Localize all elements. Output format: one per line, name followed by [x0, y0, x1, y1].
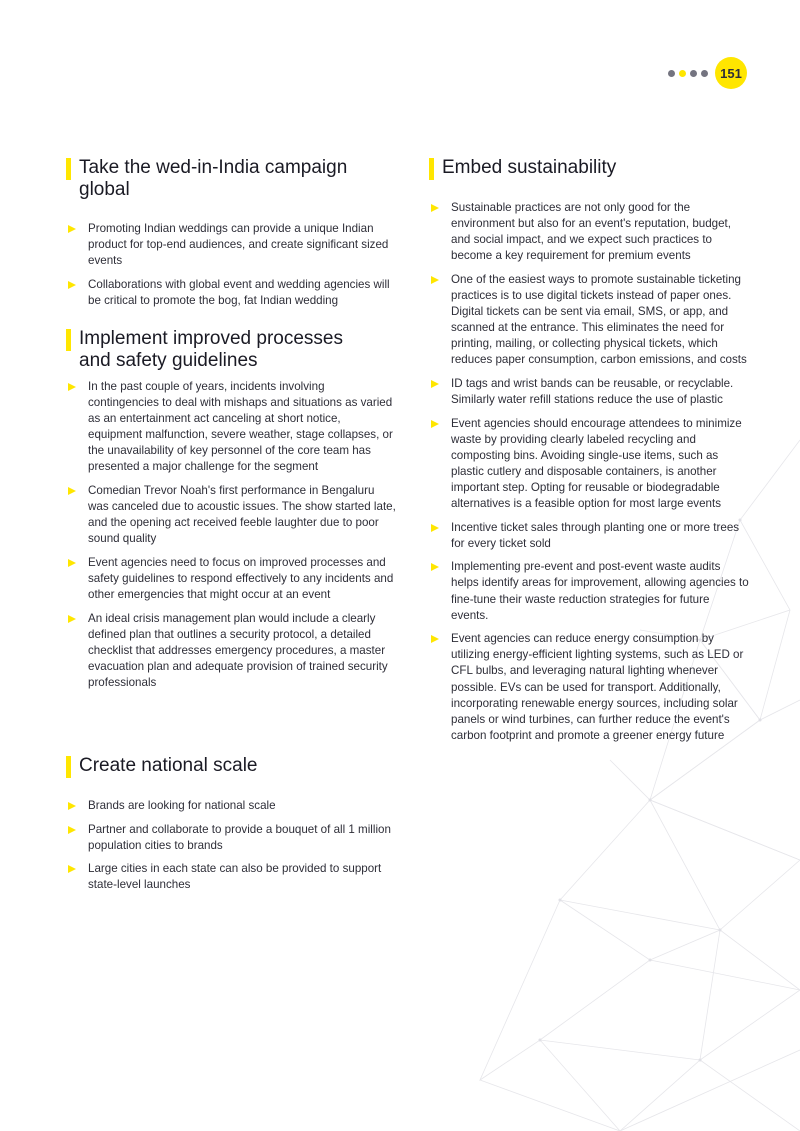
- bullet-arrow-icon: [431, 524, 439, 532]
- bullet-arrow-icon: [68, 487, 76, 495]
- list-item: Incentive ticket sales through planting one or more trees for every ticket sold: [429, 520, 749, 552]
- bullet-arrow-icon: [431, 563, 439, 571]
- bullet-arrow-icon: [431, 204, 439, 212]
- heading-accent-bar: [66, 158, 71, 180]
- list-item: Event agencies need to focus on improved processes and safety guidelines to respond effectively to any incidents and other emergencies that might occur at an event: [66, 555, 396, 603]
- bullet-arrow-icon: [68, 615, 76, 623]
- page-dot: [668, 70, 675, 77]
- page-number: 151: [715, 57, 747, 89]
- list-item: An ideal crisis management plan would include a clearly defined plan that outlines a security protocol, a detailed checklist that addresses emergency procedures, a master evacuation plan and adequate provision of trained security professionals: [66, 611, 396, 691]
- page-dot: [701, 70, 708, 77]
- bullet-arrow-icon: [68, 826, 76, 834]
- bullet-arrow-icon: [68, 865, 76, 873]
- section-heading: [429, 157, 749, 180]
- bullet-arrow-icon: [68, 383, 76, 391]
- list-item: Comedian Trevor Noah's first performance in Bengaluru was canceled due to acoustic issues. The show started late, and the opening act received feeble laughter due to poor sound quality: [66, 483, 396, 547]
- section-national-scale: [66, 755, 396, 901]
- page-dot: [690, 70, 697, 77]
- bullet-list: [66, 798, 396, 893]
- bullet-list: [66, 379, 396, 691]
- heading-accent-bar: [429, 158, 434, 180]
- bullet-arrow-icon: [68, 802, 76, 810]
- list-item: Large cities in each state can also be provided to support state-level launches: [66, 861, 396, 893]
- section-heading: [66, 328, 396, 372]
- list-item: Promoting Indian weddings can provide a unique Indian product for top-end audiences, and create significant sized events: [66, 221, 396, 269]
- section-sustainability: [429, 157, 749, 751]
- list-item: Implementing pre-event and post-event waste audits helps identify areas for improvement, allowing agencies to fine-tune their waste reduction strategies for future events.: [429, 559, 749, 623]
- list-item: Event agencies can reduce energy consumption by utilizing energy-efficient lighting systems, such as LED or CFL bulbs, and leveraging natural lighting whenever possible. EVs can be used for transport. Additionally, incorporating renewable energy sources, including solar panels or wind turbines, can further reduce the event's carbon footprint and promote a greener energy future: [429, 631, 749, 744]
- section-title: Implement improved processes and safety guidelines: [79, 328, 343, 371]
- list-item: Sustainable practices are not only good for the environment but also for an event's reputation, budget, and social impact, and we expect such practices to become a key requirement for premium events: [429, 200, 749, 264]
- section-heading: [66, 157, 396, 201]
- bullet-arrow-icon: [431, 420, 439, 428]
- section-processes-safety: [66, 328, 396, 699]
- bullet-arrow-icon: [68, 559, 76, 567]
- bullet-arrow-icon: [68, 225, 76, 233]
- bullet-list: [429, 200, 749, 744]
- bullet-arrow-icon: [431, 635, 439, 643]
- bullet-arrow-icon: [431, 380, 439, 388]
- section-title: Create national scale: [79, 755, 258, 776]
- list-item: Event agencies should encourage attendees to minimize waste by providing clearly labeled recycling and composting bins. Avoiding single-use items, such as plastic cutlery and disposable containers, is another important step. Opting for reusable or biodegradable alternatives is a feasible option for most large events: [429, 416, 749, 513]
- page-indicator: [668, 57, 747, 89]
- list-item: ID tags and wrist bands can be reusable, or recyclable. Similarly water refill stations reduce the use of plastic: [429, 376, 749, 408]
- list-item: Brands are looking for national scale: [66, 798, 396, 814]
- list-item: Partner and collaborate to provide a bouquet of all 1 million population cities to brands: [66, 822, 396, 854]
- list-item: In the past couple of years, incidents involving contingencies to deal with mishaps and situations as varied as an entertainment act canceling at short notice, equipment malfunction, severe weather, stage collapses, or the unavailability of key personnel of the core team has presented a major challenge for the segment: [66, 379, 396, 476]
- bullet-arrow-icon: [68, 281, 76, 289]
- bullet-list: [66, 221, 396, 309]
- page-dot-active: [679, 70, 686, 77]
- heading-accent-bar: [66, 756, 71, 778]
- section-title: Take the wed-in-India campaign global: [79, 157, 348, 200]
- list-item: Collaborations with global event and wedding agencies will be critical to promote the bog, fat Indian wedding: [66, 277, 396, 309]
- bullet-arrow-icon: [431, 276, 439, 284]
- heading-accent-bar: [66, 329, 71, 351]
- list-item: One of the easiest ways to promote sustainable ticketing practices is to use digital tickets instead of paper ones. Digital tickets can be sent via email, SMS, or app, and scanned at the entrance. This eliminates the need for printing, mailing, or collecting physical tickets, which reduces paper consumption, carbon emissions, and costs: [429, 272, 749, 369]
- section-title: Embed sustainability: [442, 157, 617, 178]
- section-wed-in-india: [66, 157, 396, 316]
- section-heading: [66, 755, 396, 778]
